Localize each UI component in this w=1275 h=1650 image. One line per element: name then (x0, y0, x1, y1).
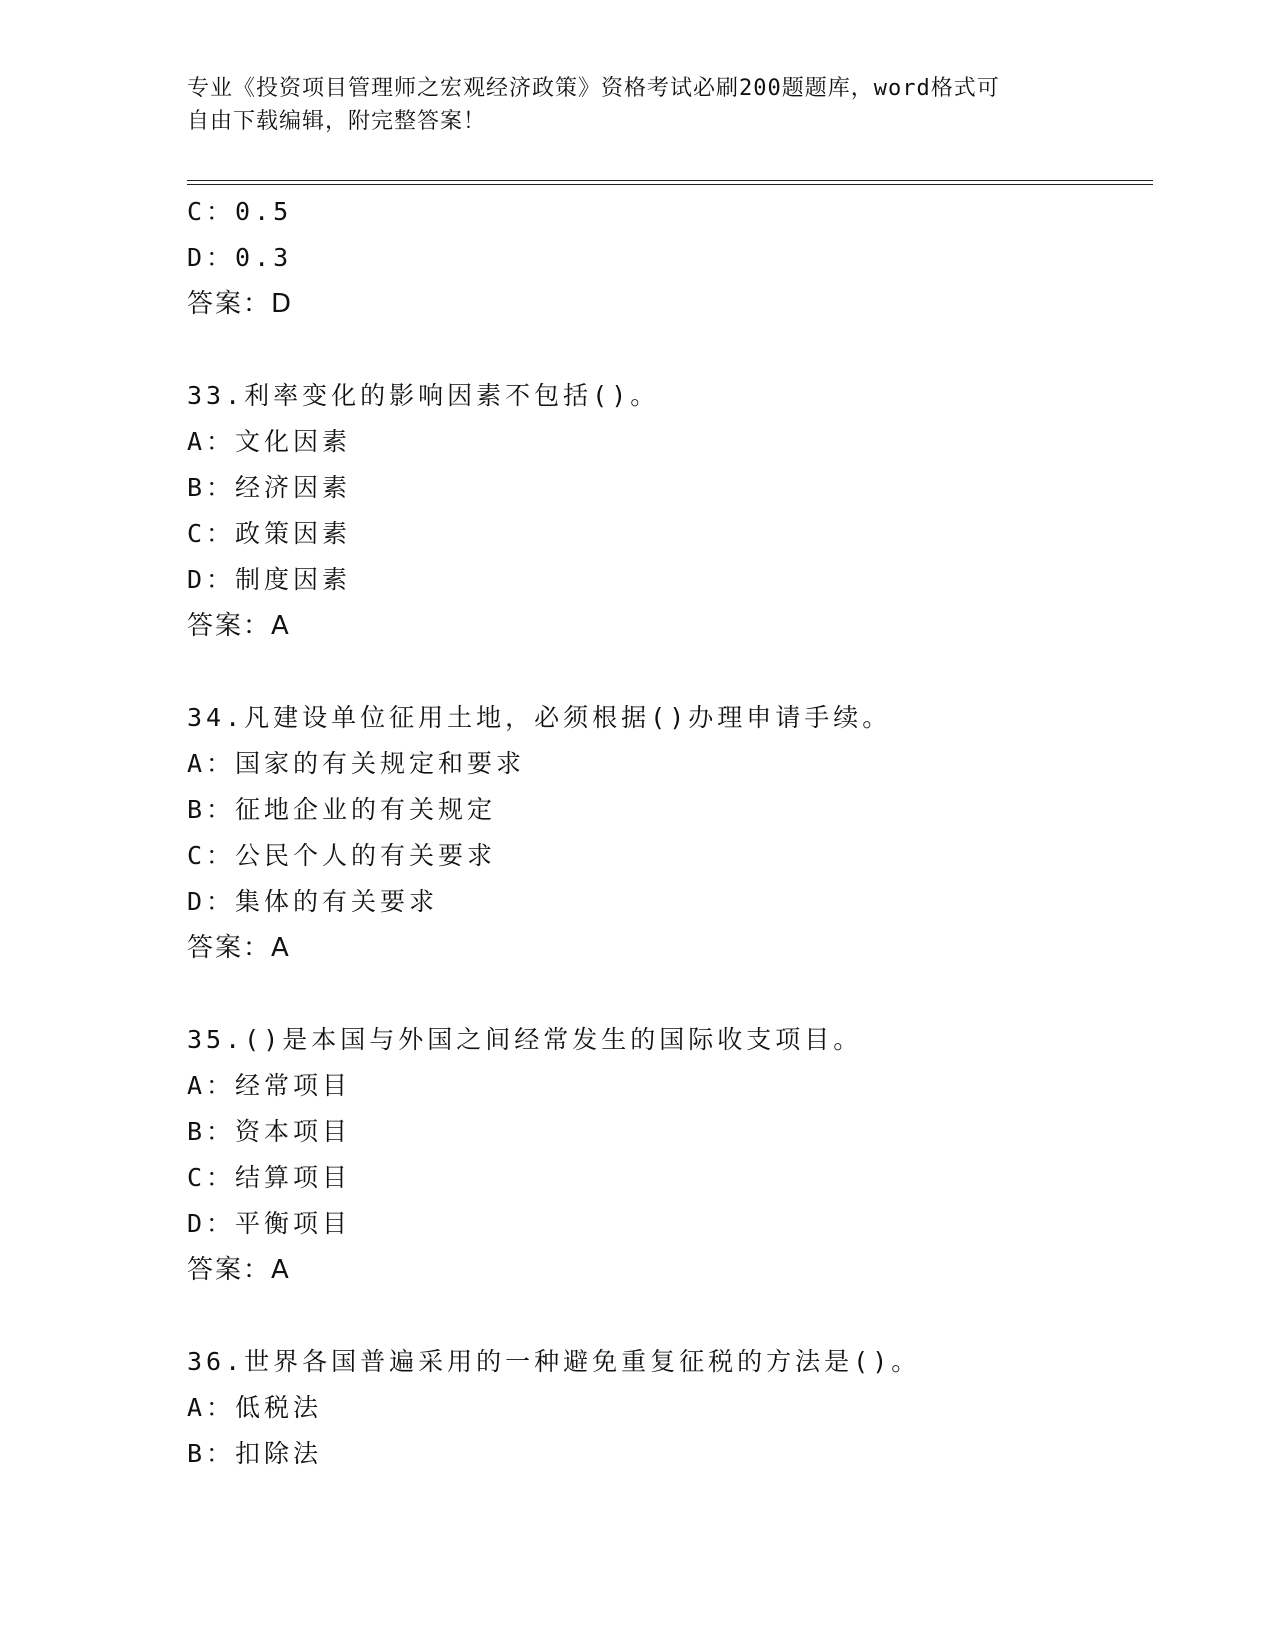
question-33 (187, 373, 1147, 649)
question-35 (187, 1017, 1147, 1293)
option-c: C：公民个人的有关要求 (187, 841, 497, 870)
header-divider-top (187, 180, 1153, 181)
question-stem: 36.世界各国普遍采用的一种避免重复征税的方法是()。 (187, 1347, 921, 1376)
header-divider-bottom (187, 184, 1153, 185)
spacer (187, 327, 1147, 373)
question-36 (187, 1339, 1147, 1477)
option-d: D：集体的有关要求 (187, 887, 439, 916)
previous-question-tail (187, 189, 1147, 327)
answer-line: 答案：A (187, 611, 291, 641)
option-b: B：经济因素 (187, 473, 352, 502)
option-c: C：0.5 (187, 197, 293, 226)
option-a: A：文化因素 (187, 427, 352, 456)
question-list (187, 189, 1147, 1477)
option-b: B：征地企业的有关规定 (187, 795, 497, 824)
question-stem: 35.()是本国与外国之间经常发生的国际收支项目。 (187, 1025, 863, 1054)
answer-line: 答案：A (187, 1255, 291, 1285)
option-b: B：资本项目 (187, 1117, 352, 1146)
option-c: C：结算项目 (187, 1163, 352, 1192)
answer-line: 答案：A (187, 933, 291, 963)
option-c: C：政策因素 (187, 519, 352, 548)
spacer (187, 1293, 1147, 1339)
question-34 (187, 695, 1147, 971)
option-a: A：低税法 (187, 1393, 323, 1422)
option-a: A：经常项目 (187, 1071, 352, 1100)
question-stem: 34.凡建设单位征用土地，必须根据()办理申请手续。 (187, 703, 892, 732)
option-b: B：扣除法 (187, 1439, 323, 1468)
spacer (187, 649, 1147, 695)
option-d: D：制度因素 (187, 565, 352, 594)
header-title-line-1: 专业《投资项目管理师之宏观经济政策》资格考试必刷200题题库，word格式可 (187, 76, 1000, 101)
document-header (187, 72, 1087, 138)
option-a: A：国家的有关规定和要求 (187, 749, 526, 778)
option-d: D：平衡项目 (187, 1209, 352, 1238)
option-d: D：0.3 (187, 243, 293, 272)
question-stem: 33.利率变化的影响因素不包括()。 (187, 381, 660, 410)
spacer (187, 971, 1147, 1017)
answer-line: 答案：D (187, 289, 294, 319)
header-title-line-2: 自由下载编辑，附完整答案！ (187, 109, 487, 134)
